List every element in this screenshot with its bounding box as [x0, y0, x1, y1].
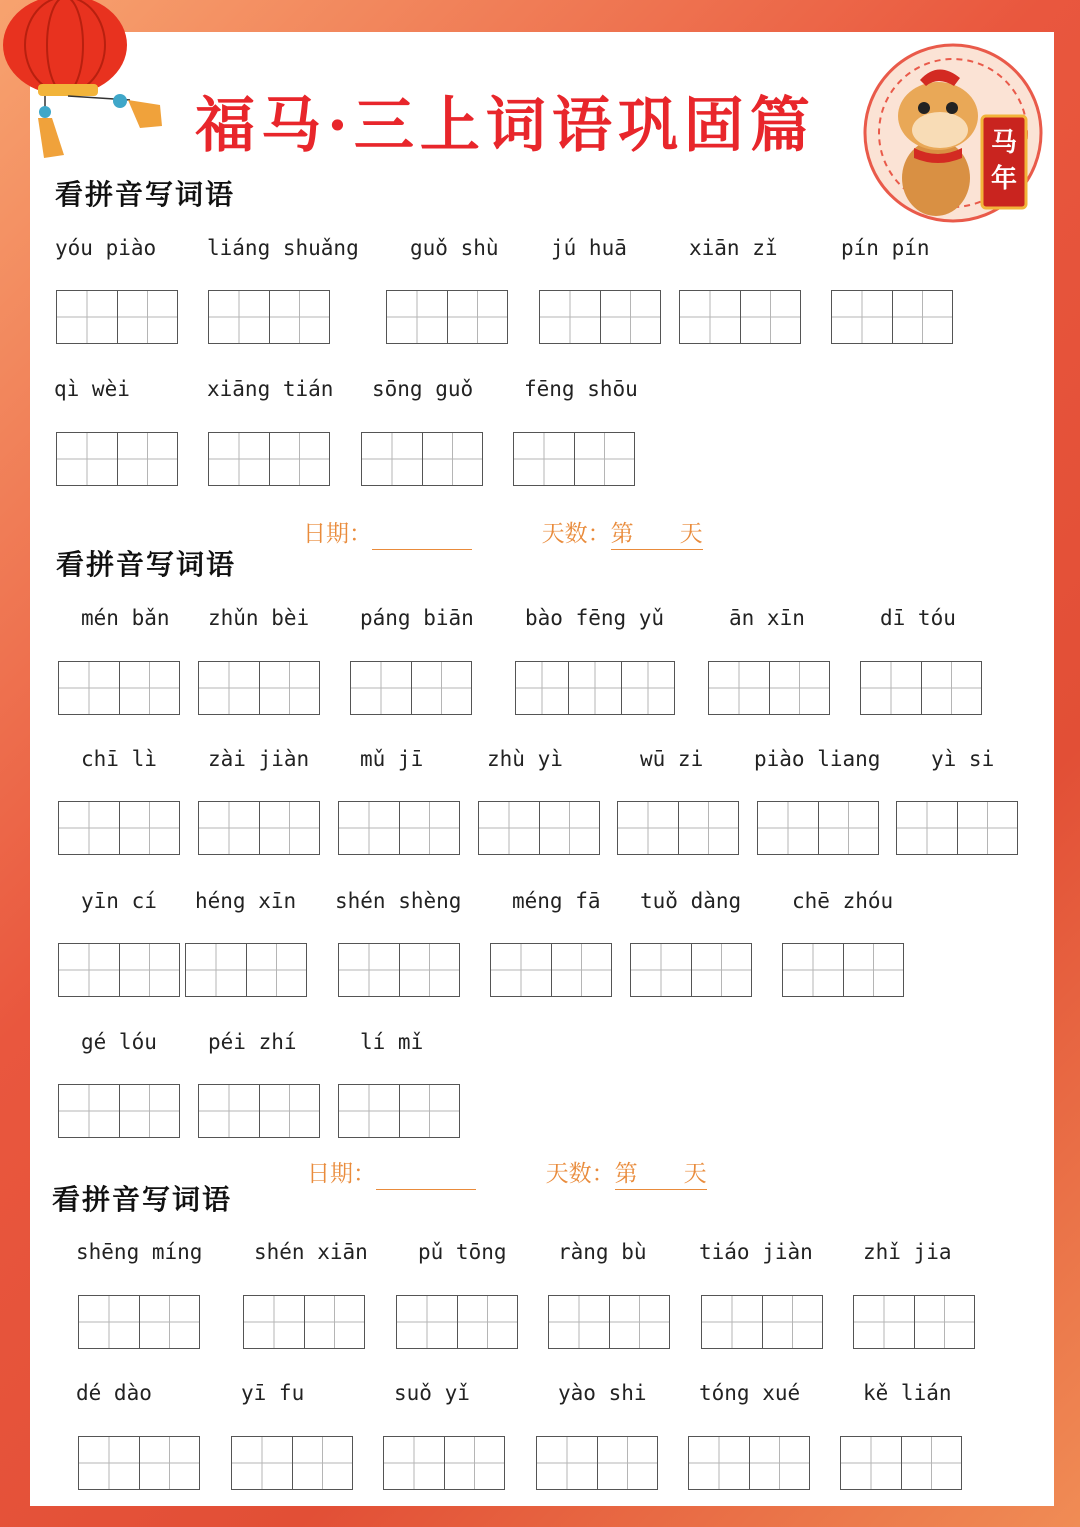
writing-box[interactable] — [708, 661, 830, 715]
writing-box[interactable] — [198, 661, 320, 715]
pinyin-label: chī lì — [81, 747, 157, 771]
writing-box[interactable] — [58, 1084, 180, 1138]
section-heading: 看拼音写词语 — [56, 548, 237, 581]
date-days-line — [307, 1155, 707, 1190]
pinyin-label: chē zhóu — [792, 889, 894, 913]
pinyin-label: ān xīn — [729, 606, 805, 630]
days-blank[interactable] — [611, 515, 703, 550]
pinyin-label: tuǒ dàng — [640, 889, 742, 913]
pinyin-label: héng xīn — [195, 889, 297, 913]
pinyin-label: zài jiàn — [208, 747, 310, 771]
writing-box[interactable] — [853, 1295, 975, 1349]
pinyin-label: suǒ yǐ — [394, 1381, 470, 1405]
writing-box[interactable] — [536, 1436, 658, 1490]
pinyin-label: shén shèng — [335, 889, 462, 913]
pinyin-label: wū zi — [640, 747, 704, 771]
seal-char-ma: 马 — [991, 128, 1018, 158]
writing-box[interactable] — [208, 432, 330, 486]
writing-box[interactable] — [383, 1436, 505, 1490]
page-title: 福马·三上词语巩固篇 — [195, 91, 816, 161]
writing-box[interactable] — [231, 1436, 353, 1490]
horse-mascot-icon — [858, 38, 1048, 228]
pinyin-label: shēng míng — [76, 1240, 203, 1264]
pinyin-label: mǔ jī — [360, 747, 424, 771]
writing-box[interactable] — [396, 1295, 518, 1349]
writing-box[interactable] — [617, 801, 739, 855]
pinyin-label: gé lóu — [81, 1030, 157, 1054]
pinyin-label: yì si — [931, 747, 995, 771]
writing-box[interactable] — [58, 661, 180, 715]
pinyin-label: qì wèi — [54, 377, 130, 401]
pinyin-label: jú huā — [551, 236, 627, 260]
lantern-icon — [0, 0, 180, 170]
writing-box[interactable] — [515, 661, 675, 715]
writing-box[interactable] — [56, 432, 178, 486]
writing-box[interactable] — [860, 661, 982, 715]
pinyin-label: yī fu — [241, 1381, 305, 1405]
writing-box[interactable] — [185, 943, 307, 997]
days-prefix: 第 — [614, 1161, 638, 1187]
days-label: 天数： — [545, 1161, 615, 1187]
pinyin-label: xiān zǐ — [689, 236, 778, 260]
writing-box[interactable] — [350, 661, 472, 715]
pinyin-label: dé dào — [76, 1381, 152, 1405]
writing-box[interactable] — [58, 943, 180, 997]
pinyin-label: péi zhí — [208, 1030, 297, 1054]
pinyin-label: pín pín — [841, 236, 930, 260]
pinyin-label: yīn cí — [81, 889, 157, 913]
pinyin-label: páng biān — [360, 606, 474, 630]
pinyin-label: yóu piào — [55, 236, 157, 260]
pinyin-label: tóng xué — [699, 1381, 801, 1405]
writing-box[interactable] — [630, 943, 752, 997]
pinyin-label: ràng bù — [558, 1240, 647, 1264]
pinyin-label: xiāng tián — [207, 377, 334, 401]
pinyin-label: piào liang — [754, 747, 881, 771]
writing-box[interactable] — [338, 943, 460, 997]
pinyin-label: méng fā — [512, 889, 601, 913]
pinyin-label: shén xiān — [254, 1240, 368, 1264]
writing-box[interactable] — [757, 801, 879, 855]
pinyin-label: pǔ tōng — [418, 1240, 507, 1264]
writing-box[interactable] — [338, 801, 460, 855]
writing-box[interactable] — [361, 432, 483, 486]
pinyin-label: bào fēng yǔ — [525, 606, 665, 630]
days-label: 天数： — [541, 521, 611, 547]
writing-box[interactable] — [490, 943, 612, 997]
writing-box[interactable] — [539, 290, 661, 344]
date-blank[interactable] — [372, 529, 472, 550]
days-suffix: 天 — [679, 521, 703, 547]
pinyin-label: zhǐ jia — [863, 1240, 952, 1264]
pinyin-label: liáng shuǎng — [207, 236, 359, 260]
date-days-line — [303, 515, 703, 550]
writing-box[interactable] — [701, 1295, 823, 1349]
pinyin-label: lí mǐ — [360, 1030, 424, 1054]
writing-box[interactable] — [688, 1436, 810, 1490]
days-suffix: 天 — [683, 1161, 707, 1187]
date-label: 日期： — [303, 521, 372, 547]
writing-box[interactable] — [840, 1436, 962, 1490]
pinyin-label: mén bǎn — [81, 606, 170, 630]
date-label: 日期： — [307, 1161, 376, 1187]
writing-box[interactable] — [198, 801, 320, 855]
writing-box[interactable] — [78, 1295, 200, 1349]
writing-box[interactable] — [386, 290, 508, 344]
writing-box[interactable] — [548, 1295, 670, 1349]
days-prefix: 第 — [610, 521, 634, 547]
pinyin-label: fēng shōu — [524, 377, 638, 401]
pinyin-label: zhǔn bèi — [208, 606, 310, 630]
pinyin-label: tiáo jiàn — [699, 1240, 813, 1264]
days-blank[interactable] — [615, 1155, 707, 1190]
seal-char-nian: 年 — [991, 164, 1018, 194]
writing-box[interactable] — [243, 1295, 365, 1349]
section-heading: 看拼音写词语 — [52, 1183, 233, 1216]
writing-box[interactable] — [78, 1436, 200, 1490]
pinyin-label: kě lián — [863, 1381, 952, 1405]
writing-box[interactable] — [198, 1084, 320, 1138]
writing-box[interactable] — [513, 432, 635, 486]
section-heading: 看拼音写词语 — [55, 178, 236, 211]
date-blank[interactable] — [376, 1169, 476, 1190]
writing-box[interactable] — [338, 1084, 460, 1138]
writing-box[interactable] — [478, 801, 600, 855]
pinyin-label: sōng guǒ — [372, 377, 474, 401]
writing-box[interactable] — [208, 290, 330, 344]
pinyin-label: dī tóu — [880, 606, 956, 630]
pinyin-label: yào shi — [558, 1381, 647, 1405]
writing-box[interactable] — [56, 290, 178, 344]
writing-box[interactable] — [679, 290, 801, 344]
writing-box[interactable] — [782, 943, 904, 997]
writing-box[interactable] — [58, 801, 180, 855]
pinyin-label: zhù yì — [487, 747, 563, 771]
writing-box[interactable] — [896, 801, 1018, 855]
pinyin-label: guǒ shù — [410, 236, 499, 260]
writing-box[interactable] — [831, 290, 953, 344]
